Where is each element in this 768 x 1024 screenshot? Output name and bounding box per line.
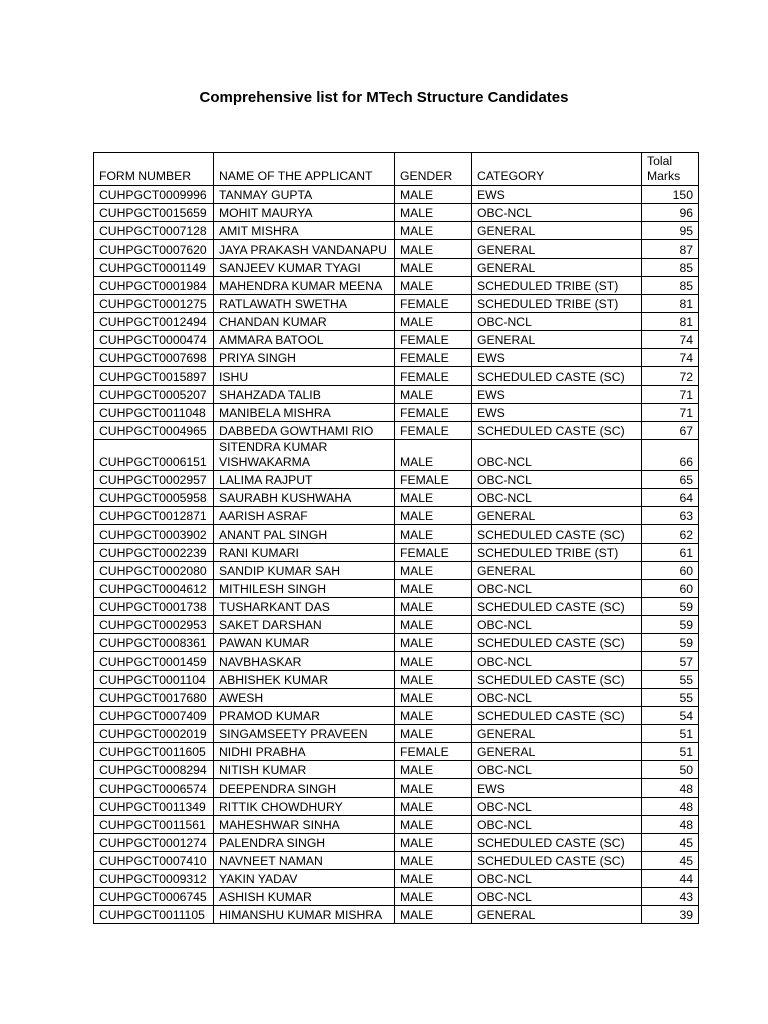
cell-marks: 72 [642,367,699,385]
cell-category: GENERAL [472,331,642,349]
cell-name: DABBEDA GOWTHAMI RIO [214,421,395,439]
cell-gender: MALE [395,706,472,724]
cell-name: NIDHI PRABHA [214,743,395,761]
cell-name: AARISH ASRAF [214,507,395,525]
cell-name: DEEPENDRA SINGH [214,779,395,797]
cell-gender: FEMALE [395,331,472,349]
cell-category: EWS [472,403,642,421]
cell-category: OBC-NCL [472,312,642,330]
cell-marks: 95 [642,222,699,240]
cell-marks: 48 [642,815,699,833]
cell-form-number: CUHPGCT0011349 [94,797,214,815]
cell-form-number: CUHPGCT0003902 [94,525,214,543]
cell-marks: 45 [642,851,699,869]
cell-gender: FEMALE [395,294,472,312]
cell-gender: MALE [395,439,472,470]
table-row [94,276,699,294]
cell-gender: MALE [395,312,472,330]
cell-gender: MALE [395,724,472,742]
cell-form-number: CUHPGCT0006151 [94,439,214,470]
cell-marks: 71 [642,385,699,403]
cell-form-number: CUHPGCT0009996 [94,186,214,204]
cell-category: SCHEDULED CASTE (SC) [472,367,642,385]
cell-marks: 74 [642,349,699,367]
cell-category: EWS [472,349,642,367]
cell-marks: 61 [642,543,699,561]
cell-category: OBC-NCL [472,888,642,906]
cell-name: SINGAMSEETY PRAVEEN [214,724,395,742]
header-category: CATEGORY [472,153,642,186]
cell-gender: MALE [395,489,472,507]
cell-form-number: CUHPGCT0007698 [94,349,214,367]
table-row [94,743,699,761]
cell-gender: MALE [395,634,472,652]
cell-gender: MALE [395,833,472,851]
cell-marks: 39 [642,906,699,924]
cell-gender: MALE [395,507,472,525]
table-row [94,761,699,779]
table-row [94,312,699,330]
table-header-row [94,153,699,186]
table-row [94,385,699,403]
cell-name: RATLAWATH SWETHA [214,294,395,312]
cell-gender: MALE [395,258,472,276]
cell-form-number: CUHPGCT0015659 [94,204,214,222]
cell-gender: FEMALE [395,470,472,488]
cell-name: CHANDAN KUMAR [214,312,395,330]
table-row [94,439,699,470]
cell-category: OBC-NCL [472,489,642,507]
cell-marks: 45 [642,833,699,851]
cell-marks: 44 [642,870,699,888]
cell-form-number: CUHPGCT0002080 [94,561,214,579]
cell-category: GENERAL [472,258,642,276]
table-row [94,525,699,543]
cell-gender: MALE [395,688,472,706]
cell-form-number: CUHPGCT0002019 [94,724,214,742]
cell-gender: MALE [395,204,472,222]
cell-marks: 63 [642,507,699,525]
cell-category: SCHEDULED CASTE (SC) [472,670,642,688]
cell-category: SCHEDULED CASTE (SC) [472,833,642,851]
cell-marks: 81 [642,312,699,330]
cell-gender: FEMALE [395,543,472,561]
table-row [94,706,699,724]
cell-form-number: CUHPGCT0001459 [94,652,214,670]
table-row [94,367,699,385]
cell-gender: MALE [395,870,472,888]
table-row [94,597,699,615]
table-row [94,331,699,349]
cell-gender: MALE [395,240,472,258]
table-row [94,833,699,851]
cell-gender: MALE [395,779,472,797]
cell-name: SITENDRA KUMAR VISHWAKARMA [214,439,395,470]
cell-form-number: CUHPGCT0001984 [94,276,214,294]
candidates-table [93,152,699,924]
table-row [94,222,699,240]
header-form-number: FORM NUMBER [94,153,214,186]
cell-name: YAKIN YADAV [214,870,395,888]
cell-form-number: CUHPGCT0001149 [94,258,214,276]
cell-name: ANANT PAL SINGH [214,525,395,543]
table-row [94,851,699,869]
cell-gender: MALE [395,186,472,204]
cell-category: SCHEDULED CASTE (SC) [472,634,642,652]
cell-name: ASHISH KUMAR [214,888,395,906]
table-row [94,688,699,706]
cell-form-number: CUHPGCT0006574 [94,779,214,797]
cell-name: MITHILESH SINGH [214,579,395,597]
table-row [94,670,699,688]
cell-marks: 51 [642,743,699,761]
cell-form-number: CUHPGCT0011605 [94,743,214,761]
cell-name: LALIMA RAJPUT [214,470,395,488]
table-row [94,870,699,888]
cell-name: PALENDRA SINGH [214,833,395,851]
cell-marks: 85 [642,258,699,276]
cell-name: NITISH KUMAR [214,761,395,779]
cell-marks: 48 [642,779,699,797]
cell-marks: 65 [642,470,699,488]
cell-form-number: CUHPGCT0011105 [94,906,214,924]
cell-name: PRIYA SINGH [214,349,395,367]
cell-marks: 50 [642,761,699,779]
cell-marks: 150 [642,186,699,204]
table-row [94,724,699,742]
cell-gender: MALE [395,616,472,634]
cell-category: OBC-NCL [472,470,642,488]
cell-marks: 60 [642,579,699,597]
cell-name: RANI KUMARI [214,543,395,561]
cell-form-number: CUHPGCT0007409 [94,706,214,724]
cell-form-number: CUHPGCT0011048 [94,403,214,421]
cell-gender: FEMALE [395,367,472,385]
table-row [94,779,699,797]
cell-category: EWS [472,186,642,204]
cell-form-number: CUHPGCT0004965 [94,421,214,439]
cell-form-number: CUHPGCT0004612 [94,579,214,597]
cell-marks: 67 [642,421,699,439]
cell-form-number: CUHPGCT0008361 [94,634,214,652]
table-row [94,543,699,561]
cell-name: SAKET DARSHAN [214,616,395,634]
page-title: Comprehensive list for MTech Structure Candidates [199,89,569,106]
cell-marks: 55 [642,688,699,706]
cell-form-number: CUHPGCT0005207 [94,385,214,403]
cell-gender: MALE [395,561,472,579]
cell-name: JAYA PRAKASH VANDANAPU [214,240,395,258]
cell-marks: 81 [642,294,699,312]
table-row [94,186,699,204]
cell-form-number: CUHPGCT0012494 [94,312,214,330]
table-row [94,561,699,579]
cell-category: OBC-NCL [472,797,642,815]
cell-category: GENERAL [472,222,642,240]
cell-name: TANMAY GUPTA [214,186,395,204]
cell-gender: FEMALE [395,743,472,761]
cell-form-number: CUHPGCT0002957 [94,470,214,488]
cell-category: SCHEDULED CASTE (SC) [472,421,642,439]
table-row [94,815,699,833]
cell-gender: MALE [395,815,472,833]
cell-marks: 85 [642,276,699,294]
cell-form-number: CUHPGCT0000474 [94,331,214,349]
cell-marks: 59 [642,597,699,615]
cell-form-number: CUHPGCT0012871 [94,507,214,525]
cell-name: SANDIP KUMAR SAH [214,561,395,579]
cell-name: NAVNEET NAMAN [214,851,395,869]
table-row [94,258,699,276]
cell-form-number: CUHPGCT0015897 [94,367,214,385]
cell-gender: MALE [395,525,472,543]
cell-form-number: CUHPGCT0007128 [94,222,214,240]
cell-form-number: CUHPGCT0007620 [94,240,214,258]
cell-category: SCHEDULED TRIBE (ST) [472,276,642,294]
cell-category: GENERAL [472,743,642,761]
cell-gender: MALE [395,276,472,294]
table-row [94,634,699,652]
cell-name: MAHENDRA KUMAR MEENA [214,276,395,294]
cell-marks: 57 [642,652,699,670]
cell-category: OBC-NCL [472,652,642,670]
cell-gender: FEMALE [395,421,472,439]
cell-category: OBC-NCL [472,688,642,706]
cell-name: MAHESHWAR SINHA [214,815,395,833]
cell-marks: 66 [642,439,699,470]
cell-gender: MALE [395,797,472,815]
header-total-marks: Tolal Marks [642,153,699,186]
cell-category: OBC-NCL [472,815,642,833]
cell-gender: MALE [395,222,472,240]
table-row [94,652,699,670]
cell-name: NAVBHASKAR [214,652,395,670]
cell-marks: 64 [642,489,699,507]
cell-gender: FEMALE [395,349,472,367]
cell-category: GENERAL [472,906,642,924]
cell-marks: 71 [642,403,699,421]
cell-marks: 74 [642,331,699,349]
cell-category: SCHEDULED CASTE (SC) [472,525,642,543]
cell-form-number: CUHPGCT0002239 [94,543,214,561]
cell-category: GENERAL [472,240,642,258]
table-row [94,403,699,421]
table-row [94,421,699,439]
cell-name: SANJEEV KUMAR TYAGI [214,258,395,276]
cell-category: OBC-NCL [472,579,642,597]
cell-marks: 59 [642,634,699,652]
cell-name: AWESH [214,688,395,706]
header-gender: GENDER [395,153,472,186]
cell-marks: 55 [642,670,699,688]
cell-name: AMIT MISHRA [214,222,395,240]
cell-marks: 87 [642,240,699,258]
cell-marks: 96 [642,204,699,222]
header-name: NAME OF THE APPLICANT [214,153,395,186]
cell-form-number: CUHPGCT0001104 [94,670,214,688]
cell-gender: MALE [395,652,472,670]
cell-form-number: CUHPGCT0001738 [94,597,214,615]
cell-name: MANIBELA MISHRA [214,403,395,421]
cell-form-number: CUHPGCT0001275 [94,294,214,312]
cell-category: SCHEDULED CASTE (SC) [472,597,642,615]
cell-name: ISHU [214,367,395,385]
cell-form-number: CUHPGCT0007410 [94,851,214,869]
cell-marks: 48 [642,797,699,815]
cell-name: AMMARA BATOOL [214,331,395,349]
cell-form-number: CUHPGCT0008294 [94,761,214,779]
cell-category: GENERAL [472,507,642,525]
cell-form-number: CUHPGCT0009312 [94,870,214,888]
table-row [94,240,699,258]
cell-category: SCHEDULED CASTE (SC) [472,706,642,724]
cell-category: EWS [472,385,642,403]
cell-category: SCHEDULED TRIBE (ST) [472,543,642,561]
table-row [94,294,699,312]
table-row [94,507,699,525]
cell-category: OBC-NCL [472,439,642,470]
cell-form-number: CUHPGCT0005958 [94,489,214,507]
cell-marks: 54 [642,706,699,724]
cell-marks: 62 [642,525,699,543]
cell-marks: 51 [642,724,699,742]
table-row [94,489,699,507]
cell-gender: MALE [395,597,472,615]
table-row [94,888,699,906]
cell-form-number: CUHPGCT0011561 [94,815,214,833]
cell-gender: MALE [395,906,472,924]
cell-gender: MALE [395,670,472,688]
cell-name: PRAMOD KUMAR [214,706,395,724]
cell-marks: 59 [642,616,699,634]
cell-category: EWS [472,779,642,797]
cell-form-number: CUHPGCT0002953 [94,616,214,634]
cell-category: SCHEDULED CASTE (SC) [472,851,642,869]
table-row [94,579,699,597]
cell-gender: FEMALE [395,403,472,421]
cell-category: GENERAL [472,724,642,742]
table-row [94,204,699,222]
cell-category: SCHEDULED TRIBE (ST) [472,294,642,312]
cell-gender: MALE [395,761,472,779]
cell-name: ABHISHEK KUMAR [214,670,395,688]
cell-name: SAURABH KUSHWAHA [214,489,395,507]
cell-name: RITTIK CHOWDHURY [214,797,395,815]
cell-name: SHAHZADA TALIB [214,385,395,403]
cell-marks: 43 [642,888,699,906]
table-row [94,797,699,815]
cell-name: MOHIT MAURYA [214,204,395,222]
cell-gender: MALE [395,385,472,403]
cell-form-number: CUHPGCT0006745 [94,888,214,906]
cell-category: OBC-NCL [472,204,642,222]
cell-category: OBC-NCL [472,761,642,779]
table-row [94,349,699,367]
cell-category: OBC-NCL [472,616,642,634]
cell-gender: MALE [395,851,472,869]
table-row [94,906,699,924]
cell-name: HIMANSHU KUMAR MISHRA [214,906,395,924]
cell-name: TUSHARKANT DAS [214,597,395,615]
cell-form-number: CUHPGCT0017680 [94,688,214,706]
cell-category: OBC-NCL [472,870,642,888]
cell-form-number: CUHPGCT0001274 [94,833,214,851]
table-row [94,616,699,634]
cell-marks: 60 [642,561,699,579]
cell-name: PAWAN KUMAR [214,634,395,652]
cell-gender: MALE [395,579,472,597]
cell-category: GENERAL [472,561,642,579]
table-row [94,470,699,488]
cell-gender: MALE [395,888,472,906]
